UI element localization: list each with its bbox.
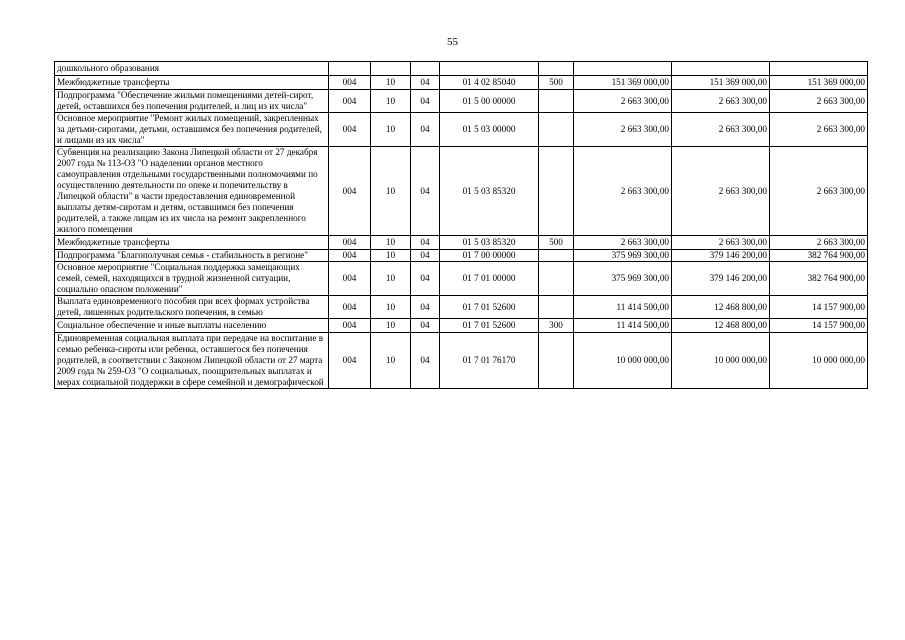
cell-pr: 04 <box>411 90 440 113</box>
cell-pr: 04 <box>411 250 440 262</box>
cell-year1: 10 000 000,00 <box>574 333 672 389</box>
row-name: Субвенция на реализацию Закона Липецкой области от 27 декабря 2007 года № 113-ОЗ "О наделении органов местного самоуправления отдельными государственными полномочиями по осуществлению деятельности по опеке и попечительству в Липецкой области" в части предоставления единовременной выплаты детям-сиротам и детям, оставшимся без попечения родителей, а также лицам из их числа на ремонт закрепленного жилого помещения <box>55 147 329 236</box>
row-name: Основное мероприятие "Социальная поддержка замещающих семей, семей, находящихся в трудной жизненной ситуации, социально опасном положении" <box>55 262 329 296</box>
table-row <box>55 333 868 389</box>
cell-vr <box>539 296 574 319</box>
cell-rz: 10 <box>371 319 411 333</box>
cell-rz: 10 <box>371 236 411 250</box>
cell-year2: 379 146 200,00 <box>672 262 770 296</box>
cell-rz: 10 <box>371 76 411 90</box>
cell-year3: 14 157 900,00 <box>770 319 868 333</box>
cell-rz: 10 <box>371 113 411 147</box>
cell-year3: 382 764 900,00 <box>770 262 868 296</box>
row-name: Основное мероприятие "Ремонт жилых помещений, закрепленных за детьми-сиротами, детьми, оставшимся без попечения родителей, и лицами из их числа" <box>55 113 329 147</box>
cell-gr <box>329 62 371 76</box>
cell-gr: 004 <box>329 90 371 113</box>
cell-csr: 01 7 01 76170 <box>440 333 539 389</box>
cell-csr: 01 5 00 00000 <box>440 90 539 113</box>
cell-pr: 04 <box>411 319 440 333</box>
cell-vr <box>539 90 574 113</box>
cell-vr <box>539 62 574 76</box>
cell-vr <box>539 333 574 389</box>
cell-pr: 04 <box>411 236 440 250</box>
cell-gr: 004 <box>329 236 371 250</box>
table-row <box>55 62 868 76</box>
row-name: дошкольного образования <box>55 62 329 76</box>
cell-year2: 12 468 800,00 <box>672 319 770 333</box>
cell-rz <box>371 62 411 76</box>
table-row <box>55 90 868 113</box>
row-name: Выплата единовременного пособия при всех формах устройства детей, лишенных родительского попечения, в семью <box>55 296 329 319</box>
cell-vr <box>539 147 574 236</box>
cell-year3: 14 157 900,00 <box>770 296 868 319</box>
cell-vr <box>539 262 574 296</box>
cell-year1: 11 414 500,00 <box>574 319 672 333</box>
cell-gr: 004 <box>329 319 371 333</box>
table-row <box>55 113 868 147</box>
cell-csr: 01 7 01 52600 <box>440 296 539 319</box>
cell-year2: 2 663 300,00 <box>672 236 770 250</box>
page-number: 55 <box>447 36 458 48</box>
row-name: Единовременная социальная выплата при передаче на воспитание в семью ребенка-сироты или ребенка, оставшегося без попечения родителей, в соответствии с Законом Липецкой области от 27 марта 2009 года № 259-ОЗ "О социальных, поощрительных выплатах и мерах социальной поддержки в сфере семейной и демографической <box>55 333 329 389</box>
cell-year3: 2 663 300,00 <box>770 236 868 250</box>
cell-pr: 04 <box>411 333 440 389</box>
cell-year3: 2 663 300,00 <box>770 90 868 113</box>
cell-rz: 10 <box>371 250 411 262</box>
cell-vr <box>539 113 574 147</box>
cell-year2: 2 663 300,00 <box>672 147 770 236</box>
cell-csr: 01 7 01 00000 <box>440 262 539 296</box>
cell-year2 <box>672 62 770 76</box>
table-row <box>55 250 868 262</box>
cell-csr <box>440 62 539 76</box>
cell-year2: 12 468 800,00 <box>672 296 770 319</box>
budget-table <box>54 61 868 389</box>
cell-csr: 01 5 03 85320 <box>440 236 539 250</box>
cell-pr: 04 <box>411 147 440 236</box>
cell-year3 <box>770 62 868 76</box>
cell-year2: 151 369 000,00 <box>672 76 770 90</box>
cell-year1: 2 663 300,00 <box>574 90 672 113</box>
cell-csr: 01 7 00 00000 <box>440 250 539 262</box>
cell-pr: 04 <box>411 262 440 296</box>
cell-gr: 004 <box>329 333 371 389</box>
row-name: Социальное обеспечение и иные выплаты населению <box>55 319 329 333</box>
cell-rz: 10 <box>371 333 411 389</box>
cell-gr: 004 <box>329 250 371 262</box>
cell-year1 <box>574 62 672 76</box>
cell-pr: 04 <box>411 296 440 319</box>
cell-year3: 10 000 000,00 <box>770 333 868 389</box>
cell-year2: 10 000 000,00 <box>672 333 770 389</box>
cell-rz: 10 <box>371 296 411 319</box>
cell-gr: 004 <box>329 296 371 319</box>
row-name: Подпрограмма "Благополучная семья - стабильность в регионе" <box>55 250 329 262</box>
cell-year1: 375 969 300,00 <box>574 262 672 296</box>
cell-year2: 2 663 300,00 <box>672 90 770 113</box>
cell-vr: 500 <box>539 236 574 250</box>
table-row <box>55 76 868 90</box>
cell-gr: 004 <box>329 262 371 296</box>
cell-year1: 375 969 300,00 <box>574 250 672 262</box>
cell-csr: 01 4 02 85040 <box>440 76 539 90</box>
cell-vr: 300 <box>539 319 574 333</box>
cell-pr: 04 <box>411 113 440 147</box>
cell-rz: 10 <box>371 147 411 236</box>
cell-gr: 004 <box>329 76 371 90</box>
cell-rz: 10 <box>371 262 411 296</box>
table-row <box>55 147 868 236</box>
cell-vr <box>539 250 574 262</box>
cell-year1: 2 663 300,00 <box>574 147 672 236</box>
cell-year3: 2 663 300,00 <box>770 113 868 147</box>
cell-vr: 500 <box>539 76 574 90</box>
cell-year3: 382 764 900,00 <box>770 250 868 262</box>
cell-year1: 151 369 000,00 <box>574 76 672 90</box>
row-name: Межбюджетные трансферты <box>55 76 329 90</box>
cell-csr: 01 7 01 52600 <box>440 319 539 333</box>
cell-csr: 01 5 03 85320 <box>440 147 539 236</box>
cell-csr: 01 5 03 00000 <box>440 113 539 147</box>
cell-year1: 2 663 300,00 <box>574 236 672 250</box>
cell-gr: 004 <box>329 113 371 147</box>
cell-gr: 004 <box>329 147 371 236</box>
cell-year2: 2 663 300,00 <box>672 113 770 147</box>
row-name: Подпрограмма "Обеспечение жильми помещениями детей-сирот, детей, оставшихся без попечения родителей, и лиц из их числа" <box>55 90 329 113</box>
cell-year1: 11 414 500,00 <box>574 296 672 319</box>
table-row <box>55 262 868 296</box>
cell-year1: 2 663 300,00 <box>574 113 672 147</box>
cell-rz: 10 <box>371 90 411 113</box>
cell-year3: 151 369 000,00 <box>770 76 868 90</box>
row-name: Межбюджетные трансферты <box>55 236 329 250</box>
cell-year2: 379 146 200,00 <box>672 250 770 262</box>
table-row <box>55 296 868 319</box>
cell-year3: 2 663 300,00 <box>770 147 868 236</box>
table-row <box>55 236 868 250</box>
cell-pr <box>411 62 440 76</box>
table-row <box>55 319 868 333</box>
cell-pr: 04 <box>411 76 440 90</box>
